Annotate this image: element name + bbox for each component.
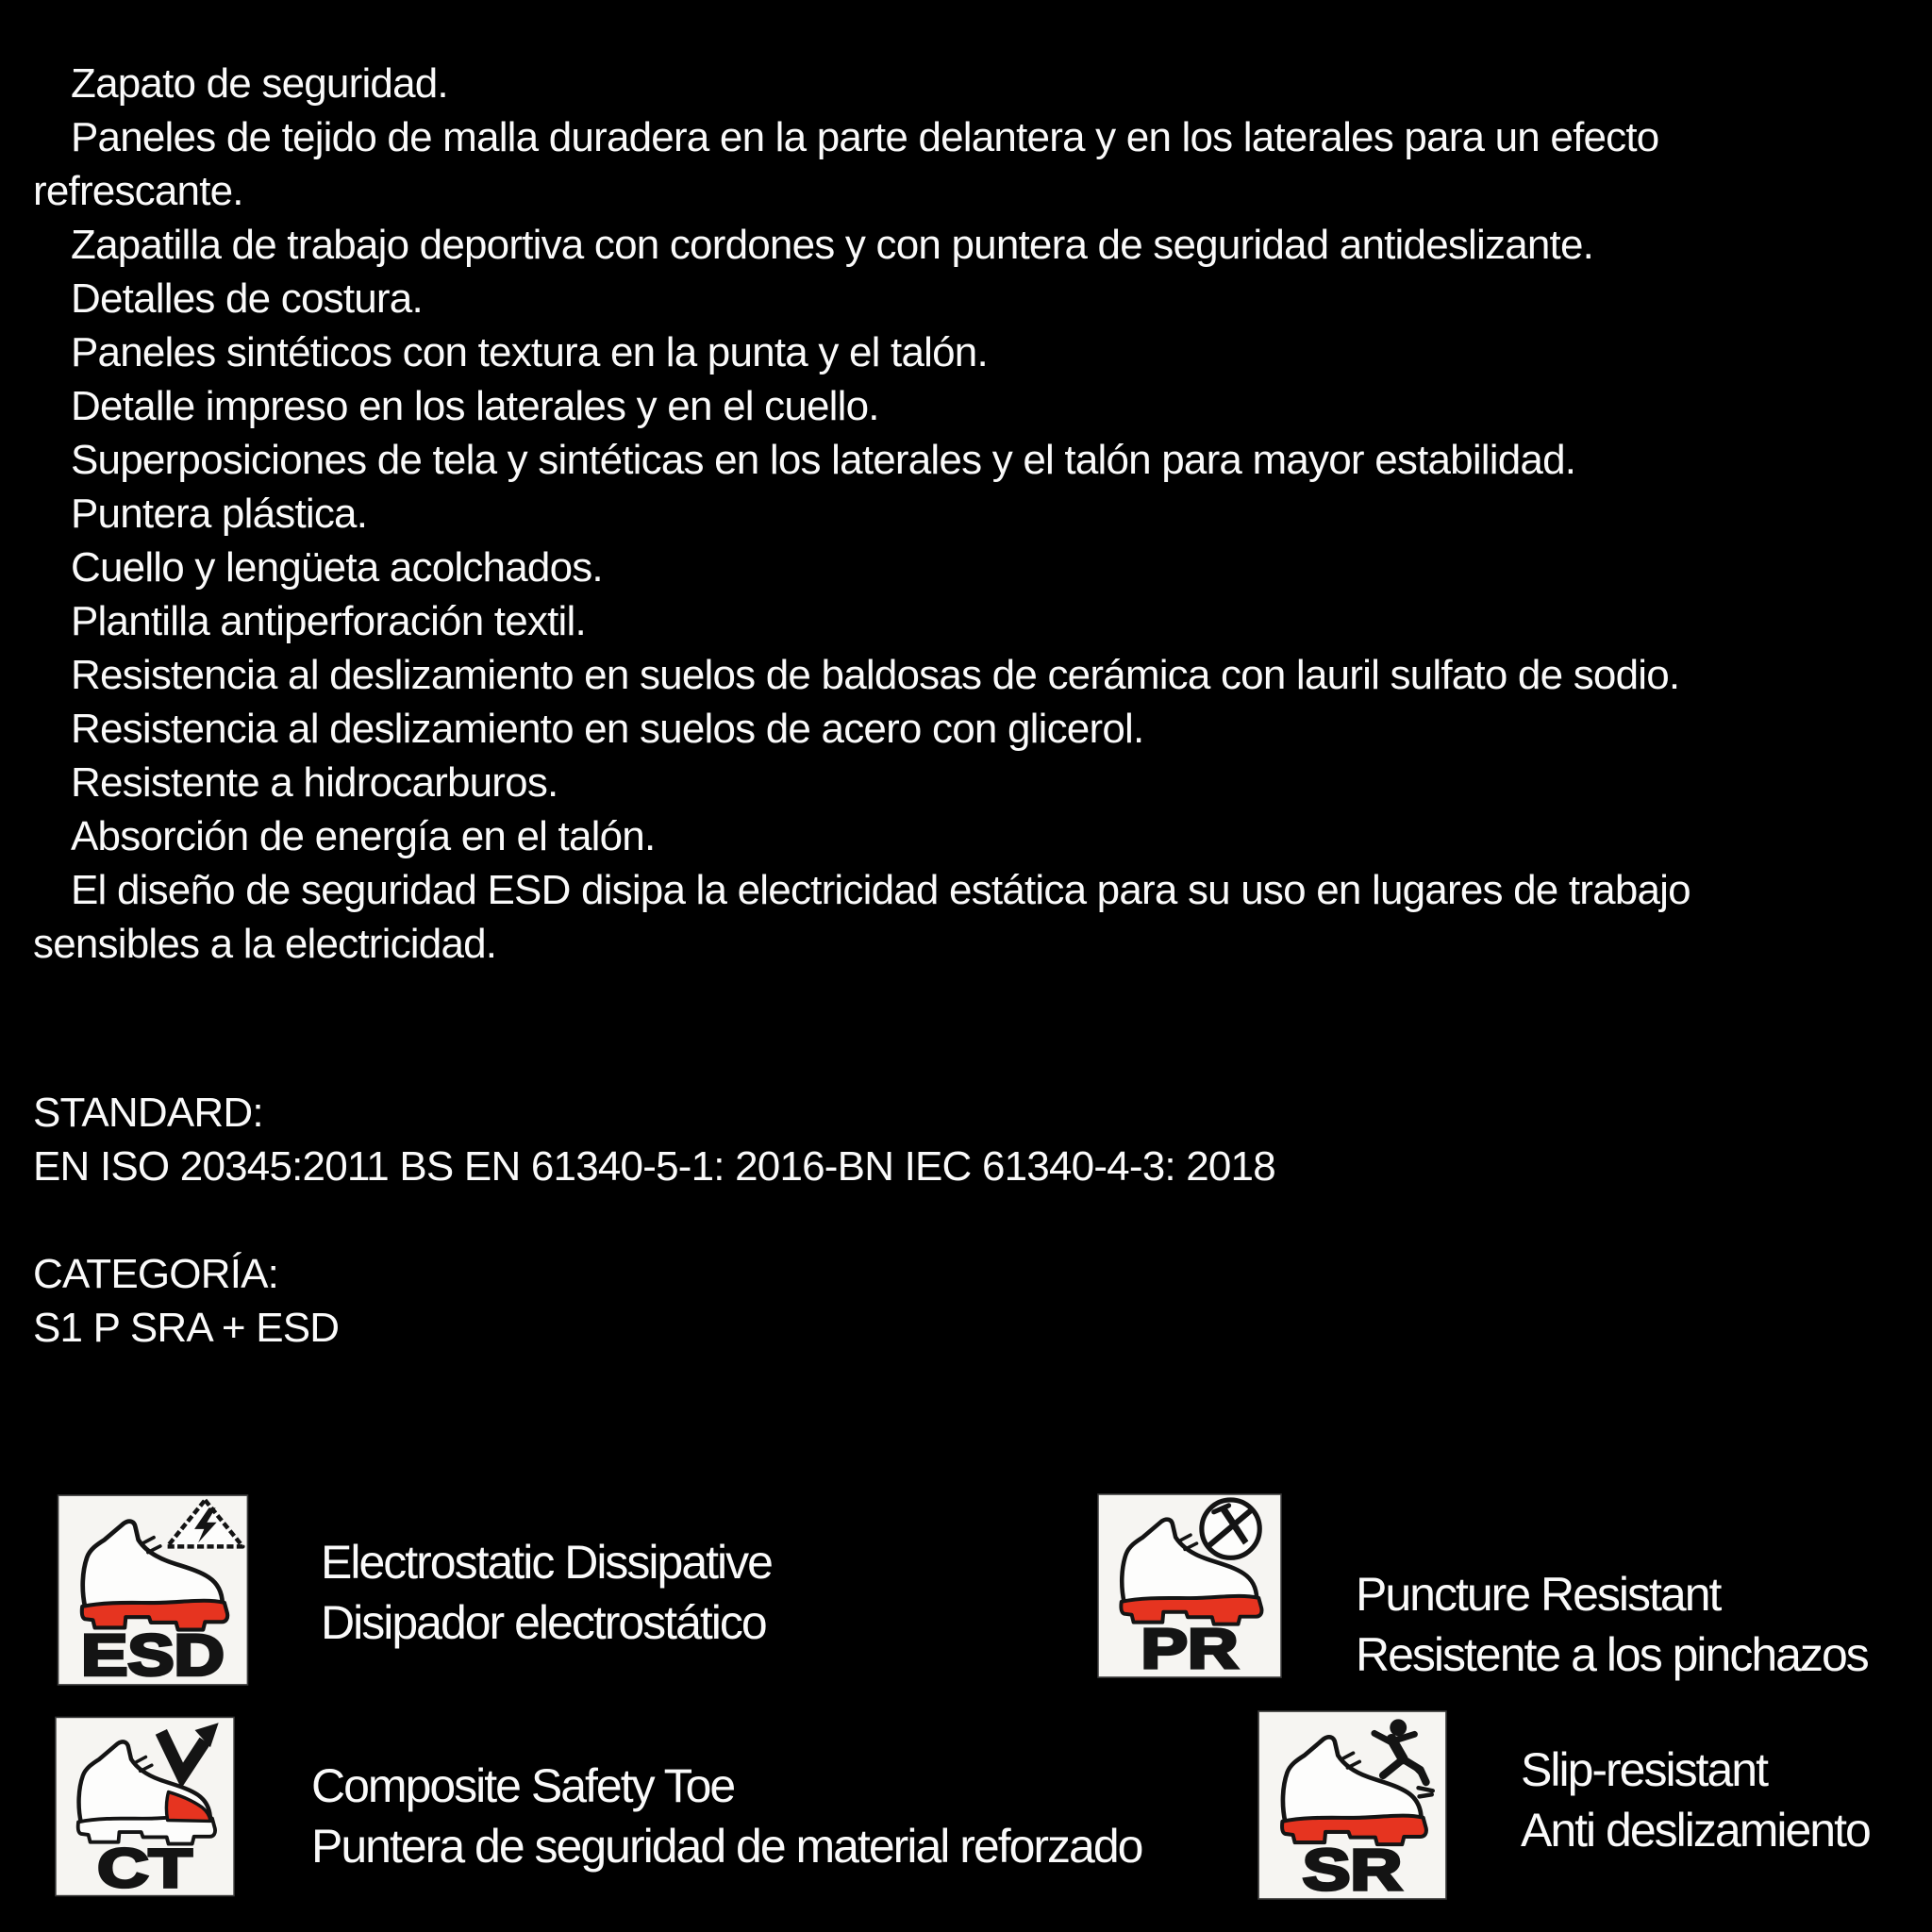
cert-code-text: ESD	[81, 1623, 225, 1687]
feature-line: Resistencia al deslizamiento en suelos de acero con glicerol.	[71, 706, 1144, 752]
pr-label-spanish: Resistente a los pinchazos	[1356, 1628, 1868, 1681]
esd-label	[321, 1532, 772, 1653]
feature-line: refrescante.	[33, 168, 243, 214]
feature-line: Cuello y lengüeta acolchados.	[71, 544, 603, 591]
cert-code-text: PR	[1141, 1617, 1239, 1679]
pr-badge-icon	[1091, 1492, 1288, 1679]
feature-line: Detalle impreso en los laterales y en el cuello.	[71, 383, 879, 429]
standard-value: EN ISO 20345:2011 BS EN 61340-5-1: 2016-BN IEC 61340-4-3: 2018	[33, 1143, 1275, 1190]
sr-label-english: Slip-resistant	[1521, 1743, 1767, 1796]
ct-label-spanish: Puntera de seguridad de material reforzado	[311, 1820, 1142, 1873]
pr-label	[1356, 1564, 1868, 1685]
sr-label	[1521, 1740, 1870, 1860]
pr-label-english: Puncture Resistant	[1356, 1568, 1721, 1621]
feature-line: Superposiciones de tela y sintéticas en los laterales y el talón para mayor estabilidad.	[71, 437, 1576, 483]
standard-heading: STANDARD:	[33, 1090, 263, 1136]
ct-badge-icon	[54, 1710, 236, 1903]
feature-line: El diseño de seguridad ESD disipa la electricidad estática para su uso en lugares de trabajo	[71, 867, 1690, 913]
esd-label-english: Electrostatic Dissipative	[321, 1536, 772, 1589]
sr-badge-icon	[1257, 1707, 1448, 1903]
category-section	[33, 1247, 1825, 1355]
feature-line: Puntera plástica.	[71, 491, 368, 537]
category-value: S1 P SRA + ESD	[33, 1305, 340, 1351]
feature-line: Paneles sintéticos con textura en la punta y el talón.	[71, 329, 988, 375]
feature-line: Zapatilla de trabajo deportiva con cordones y con puntera de seguridad antideslizante.	[71, 222, 1594, 268]
feature-line: Zapato de seguridad.	[71, 60, 448, 107]
feature-line: Paneles de tejido de malla duradera en la parte delantera y en los laterales para un efecto	[71, 114, 1659, 160]
esd-label-spanish: Disipador electrostático	[321, 1596, 766, 1649]
category-heading: CATEGORÍA:	[33, 1251, 279, 1297]
feature-list	[33, 57, 1920, 971]
ct-label-english: Composite Safety Toe	[311, 1759, 735, 1812]
esd-badge-icon	[56, 1493, 250, 1687]
cert-code-text: CT	[97, 1838, 192, 1899]
feature-line: sensibles a la electricidad.	[33, 921, 497, 967]
sr-label-spanish: Anti deslizamiento	[1521, 1804, 1870, 1857]
feature-line: Resistencia al deslizamiento en suelos de baldosas de cerámica con lauril sulfato de sodio.	[71, 652, 1680, 698]
ct-label	[311, 1756, 1141, 1876]
cert-code-text: SR	[1302, 1837, 1403, 1902]
feature-line: Absorción de energía en el talón.	[71, 813, 656, 859]
standard-section	[33, 1086, 1825, 1193]
feature-line: Plantilla antiperforación textil.	[71, 598, 586, 644]
feature-line: Detalles de costura.	[71, 275, 423, 322]
feature-line: Resistente a hidrocarburos.	[71, 759, 558, 806]
